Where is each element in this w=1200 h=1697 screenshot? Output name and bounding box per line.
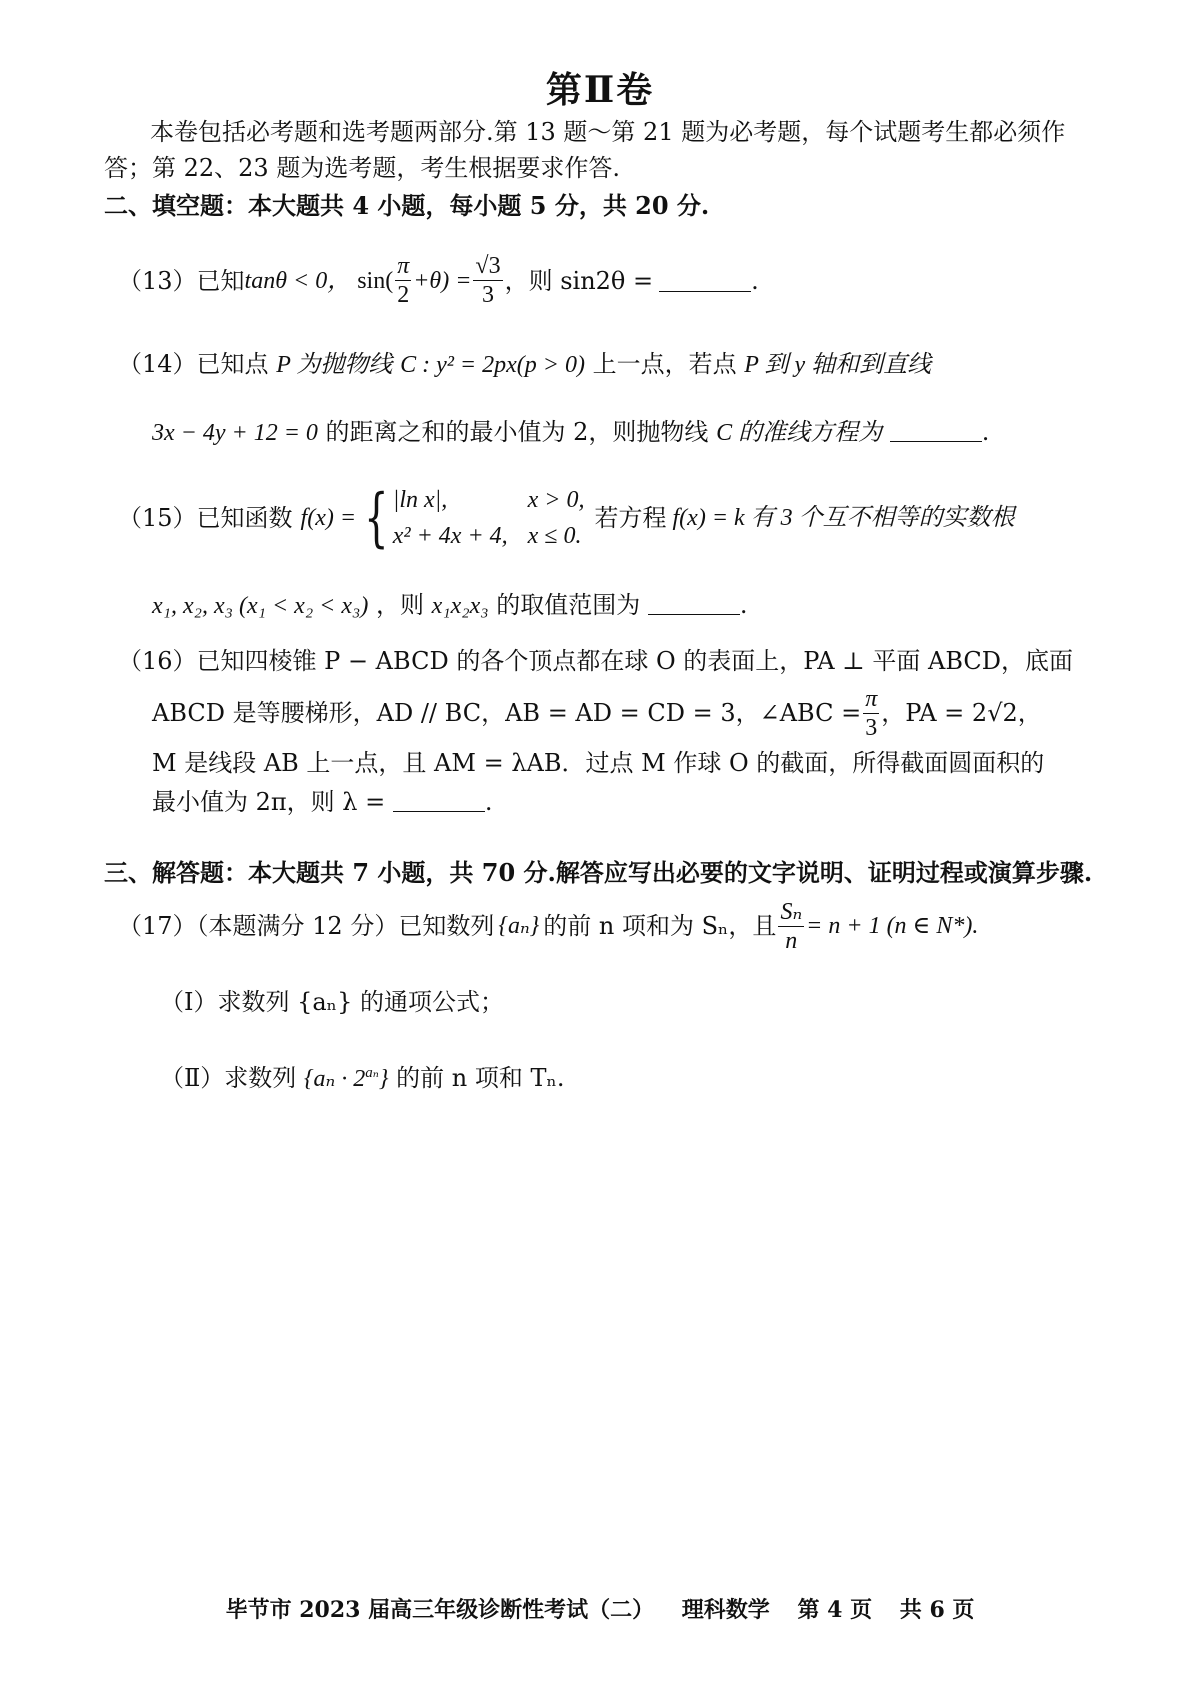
q15-case2-cond: x ≤ 0. <box>527 523 582 549</box>
section-2-heading: 二、填空题：本大题共 4 小题，每小题 5 分，共 20 分. <box>104 191 710 220</box>
q15-roots: x₁, x₂, x₃ (x₁ < x₂ < x₃) <box>152 593 369 619</box>
q17-part2-exponent: aₙ <box>365 1065 379 1081</box>
q17-text-c: = n + 1 (n ∈ N*). <box>806 913 979 939</box>
question-16-line-1: （16）已知四棱锥 P − ABCD 的各个顶点都在球 O 的表面上，PA ⊥ 平面 ABCD，底面 <box>118 647 1074 675</box>
q15-text-a: 若方程 <box>594 504 667 532</box>
question-14-line-1 <box>118 349 931 380</box>
q14-line-eq: 3x − 4y + 12 = 0 <box>152 420 318 446</box>
q15-fx: f(x) = <box>300 505 357 531</box>
footer-page-number: 第 4 页 <box>797 1597 873 1623</box>
q15-case1-expr: |ln x|, <box>392 487 448 513</box>
q13-answer-blank[interactable] <box>659 269 751 292</box>
q16-answer-blank[interactable] <box>393 789 485 812</box>
page-footer <box>0 1593 1200 1624</box>
footer-subject: 理科数学 <box>681 1597 770 1623</box>
q17-part2-seq: {aₙ · 2 <box>303 1066 366 1092</box>
q16-text-a: ABCD 是等腰梯形，AD // BC，AB = AD = CD = 3，∠ABC = <box>152 699 862 727</box>
q13-plus-theta: +θ) = <box>413 267 472 294</box>
intro-line-1: 本卷包括必考题和选考题两部分.第 13 题～第 21 题为必考题，每个试题考生都必须作 <box>150 118 1066 146</box>
question-17-line-1 <box>118 898 978 954</box>
q15-number: （15）已知函数 <box>118 504 293 532</box>
q17-sequence: {aₙ} <box>498 913 540 939</box>
q15-case1-cond: x > 0, <box>527 487 585 513</box>
q13-three: 3 <box>481 282 494 308</box>
q16-three: 3 <box>865 714 878 741</box>
q15-answer-blank[interactable] <box>648 592 740 615</box>
intro-line-2: 答；第 22、23 题为选考题，考生根据要求作答. <box>104 154 620 182</box>
question-16-line-2 <box>152 685 1042 741</box>
q17-text-a: （17）（本题满分 12 分）已知数列 <box>118 912 495 940</box>
q15-text-d: 的取值范围为 <box>496 591 641 619</box>
q13-number: （13）已知 <box>118 266 245 295</box>
q16-text-d: 最小值为 2π，则 λ = <box>152 788 386 816</box>
q15-text-b: f(x) = k 有 3 个互不相等的实数根 <box>672 505 1015 531</box>
q14-text-c: 的距离之和的最小值为 2，则抛物线 <box>325 418 709 446</box>
question-17-part-1: （Ⅰ）求数列 {aₙ} 的通项公式； <box>160 988 504 1016</box>
q17-text-b: 的前 n 项和为 Sₙ，且 <box>543 912 777 940</box>
q13-sqrt3-over-3 <box>473 252 502 309</box>
q14-number: （14）已知点 <box>118 350 269 378</box>
question-16-line-3: M 是线段 AB 上一点，且 AM = λAB．过点 M 作球 O 的截面，所得截面圆面积的 <box>152 749 1045 777</box>
question-17-part-2 <box>160 1058 565 1094</box>
q15-case2-expr: x² + 4x + 4, <box>392 523 508 549</box>
page-title: 第Ⅱ卷 <box>545 69 655 111</box>
q14-text-b: P 到 y 轴和到直线 <box>744 352 932 378</box>
q15-cases <box>393 485 585 551</box>
q13-sqrt3: √3 <box>475 253 501 279</box>
q14-text-a: 上一点，若点 <box>592 350 737 378</box>
q16-pi: π <box>865 685 878 712</box>
question-14-line-2: 3x − 4y + 12 = 0 的距离之和的最小值为 2，则抛物线 C 的准线方程为 . <box>152 418 990 446</box>
q13-pi-over-2 <box>395 252 411 309</box>
q14-answer-blank[interactable] <box>890 419 982 442</box>
q17-sn: Sₙ <box>780 898 803 925</box>
question-15-line-1 <box>118 478 1015 558</box>
q15-text-c: ，则 <box>376 591 424 619</box>
q14-text-d: C 的准线方程为 <box>716 420 883 446</box>
footer-total-pages: 共 6 页 <box>899 1597 975 1623</box>
q17-sn-over-n <box>778 898 804 955</box>
q16-text-b: ，PA = 2√2， <box>881 699 1042 727</box>
q16-pi-over-3 <box>863 685 879 742</box>
question-15-line-2: x₁, x₂, x₃ (x₁ < x₂ < x₃) ，则 x₁x₂x₃ 的取值范围为 . <box>152 591 748 619</box>
q15-product: x₁x₂x₃ <box>431 593 489 619</box>
q15-piecewise <box>356 481 585 555</box>
q13-pi: π <box>397 253 410 279</box>
question-13: （13）已知 tanθ < 0， sin( $\frac{\pi}{2}$ +θ) = $\frac{√3}{3}$ ，则 sin2θ = . <box>118 253 759 308</box>
left-brace-icon: { <box>364 481 389 555</box>
q13-sin: sin( <box>357 267 394 294</box>
q17-n: n <box>785 927 798 954</box>
q13-two: 2 <box>397 282 410 308</box>
q14-parabola: C : y² = 2px(p > 0) <box>400 352 585 378</box>
footer-exam-name: 毕节市 2023 届高三年级诊断性考试（二） <box>225 1597 655 1623</box>
q13-tail: ，则 sin2θ = <box>504 266 654 295</box>
q14-point-p: P 为抛物线 <box>276 352 393 378</box>
question-16-line-4: 最小值为 2π，则 λ = . <box>152 788 493 816</box>
q17-part2-close: } <box>378 1066 389 1092</box>
section-3-heading: 三、解答题：本大题共 7 小题，共 70 分.解答应写出必要的文字说明、证明过程或演算步骤. <box>104 858 1093 887</box>
q13-condition: tanθ < 0， <box>244 267 352 294</box>
q17-part2-text-a: （Ⅱ）求数列 <box>160 1064 297 1092</box>
q17-part2-text-b: 的前 n 项和 Tₙ. <box>396 1064 565 1092</box>
